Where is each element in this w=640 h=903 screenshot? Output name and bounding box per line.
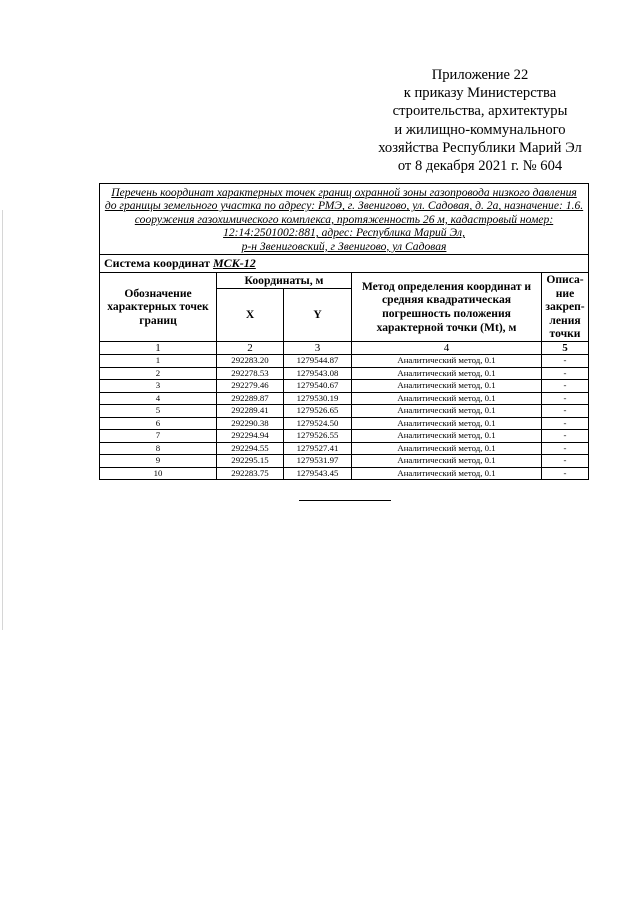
coordinate-system [100, 255, 589, 273]
system-label: Система координат [104, 256, 210, 271]
title-line: р-н Звениговский, г Звенигово, ул Садовая [241, 239, 447, 253]
x-coordinate-cell: 292283.75 [217, 467, 284, 480]
table-row [100, 392, 589, 405]
header-line: строительства, архитектуры [392, 103, 568, 120]
system-value: МСК-12 [212, 256, 256, 271]
table-row [100, 355, 589, 368]
description-cell: - [542, 405, 589, 418]
header-line: к приказу Министерства [403, 85, 557, 102]
table-row [100, 417, 589, 430]
y-coordinate-cell: 1279524.50 [284, 417, 352, 430]
point-number-cell: 1 [100, 355, 217, 368]
x-coordinate-cell: 292290.38 [217, 417, 284, 430]
description-cell: - [542, 442, 589, 455]
description-cell: - [542, 467, 589, 480]
table-title-row [100, 184, 589, 255]
table-row [100, 442, 589, 455]
header-coords: Координаты, м [217, 273, 352, 289]
description-cell: - [542, 392, 589, 405]
point-number-cell: 5 [100, 405, 217, 418]
y-coordinate-cell: 1279543.08 [284, 367, 352, 380]
method-cell: Аналитический метод, 0.1 [352, 455, 542, 468]
x-coordinate-cell: 292278.53 [217, 367, 284, 380]
column-number: 2 [217, 342, 284, 355]
point-number-cell: 9 [100, 455, 217, 468]
coordinates-table [99, 183, 589, 480]
column-numbers-row [100, 342, 589, 355]
description-cell: - [542, 380, 589, 393]
point-number-cell: 6 [100, 417, 217, 430]
y-coordinate-cell: 1279530.19 [284, 392, 352, 405]
title-line: сооружения газохимического комплекса, протяженность 26 м, кадастровый номер: [134, 212, 554, 226]
y-coordinate-cell: 1279531.97 [284, 455, 352, 468]
method-cell: Аналитический метод, 0.1 [352, 417, 542, 430]
point-number-cell: 3 [100, 380, 217, 393]
method-cell: Аналитический метод, 0.1 [352, 392, 542, 405]
method-cell: Аналитический метод, 0.1 [352, 367, 542, 380]
x-coordinate-cell: 292289.87 [217, 392, 284, 405]
point-number-cell: 4 [100, 392, 217, 405]
header-line: хозяйства Республики Марий Эл [378, 139, 582, 156]
column-number: 3 [284, 342, 352, 355]
x-coordinate-cell: 292279.46 [217, 380, 284, 393]
table-row [100, 380, 589, 393]
y-coordinate-cell: 1279527.41 [284, 442, 352, 455]
page-edge [2, 210, 3, 630]
y-coordinate-cell: 1279540.67 [284, 380, 352, 393]
table-row [100, 430, 589, 443]
y-coordinate-cell: 1279526.65 [284, 405, 352, 418]
description-cell: - [542, 355, 589, 368]
description-cell: - [542, 430, 589, 443]
table-row [100, 455, 589, 468]
x-coordinate-cell: 292295.15 [217, 455, 284, 468]
column-number: 1 [100, 342, 217, 355]
table-row [100, 367, 589, 380]
title-line: до границы земельного участка по адресу: РМЭ, г. Звенигово, ул. Садовая, д. 2а, назначение: 1.6. [104, 199, 584, 213]
header-x: X [217, 289, 284, 342]
header-row [100, 273, 589, 289]
description-cell: - [542, 367, 589, 380]
x-coordinate-cell: 292289.41 [217, 405, 284, 418]
header-line: от 8 декабря 2021 г. № 604 [397, 158, 563, 175]
title-line: Перечень координат характерных точек границ охранной зоны газопровода низкого давления [111, 186, 577, 199]
x-coordinate-cell: 292294.94 [217, 430, 284, 443]
table-row [100, 467, 589, 480]
y-coordinate-cell: 1279526.55 [284, 430, 352, 443]
description-cell: - [542, 455, 589, 468]
point-number-cell: 2 [100, 367, 217, 380]
footer-rule [299, 500, 391, 501]
method-cell: Аналитический метод, 0.1 [352, 405, 542, 418]
y-coordinate-cell: 1279543.45 [284, 467, 352, 480]
point-number-cell: 10 [100, 467, 217, 480]
method-cell: Аналитический метод, 0.1 [352, 380, 542, 393]
method-cell: Аналитический метод, 0.1 [352, 467, 542, 480]
description-cell: - [542, 417, 589, 430]
header-line: Приложение 22 [431, 67, 529, 83]
header-y: Y [284, 289, 352, 342]
header-point: Обозначение характерных точек границ [100, 273, 217, 342]
x-coordinate-cell: 292283.20 [217, 355, 284, 368]
header-method: Метод определения координат и средняя квадратическая погрешность положения характерной точки (Mt), м [352, 273, 542, 342]
coordinate-system-row [100, 255, 589, 273]
table-title [100, 184, 589, 255]
table-row [100, 405, 589, 418]
point-number-cell: 7 [100, 430, 217, 443]
method-cell: Аналитический метод, 0.1 [352, 430, 542, 443]
column-number: 4 [352, 342, 542, 355]
method-cell: Аналитический метод, 0.1 [352, 355, 542, 368]
column-number: 5 [542, 342, 589, 355]
header-description: Описа-ние закреп-ления точки [542, 273, 589, 342]
method-cell: Аналитический метод, 0.1 [352, 442, 542, 455]
header-line: и жилищно-коммунального [394, 121, 566, 138]
appendix-header [360, 66, 600, 175]
point-number-cell: 8 [100, 442, 217, 455]
x-coordinate-cell: 292294.55 [217, 442, 284, 455]
y-coordinate-cell: 1279544.87 [284, 355, 352, 368]
title-line: 12:14:2501002:881, адрес: Республика Марий Эл, [223, 226, 465, 240]
